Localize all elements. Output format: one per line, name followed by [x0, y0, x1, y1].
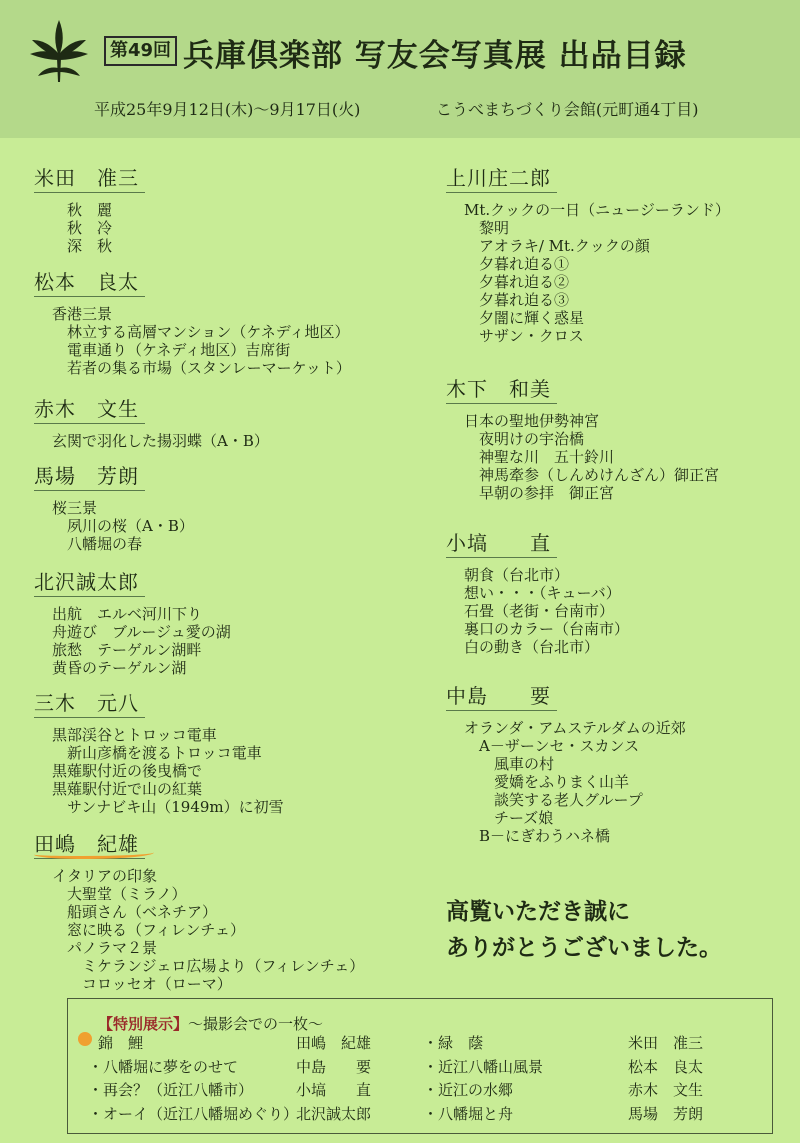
work-title: 石畳（老街・台南市）: [464, 602, 615, 620]
work-title: 神馬牽参（しんめけんざん）御正宮: [479, 466, 720, 484]
author-block: [34, 393, 269, 450]
author-name: 赤木 文生: [34, 397, 145, 424]
work-title: 桜三景: [52, 499, 98, 517]
work-title: 黒部渓谷とトロッコ電車: [52, 726, 217, 744]
work-title: 夕暮れ迫る①: [479, 255, 570, 273]
work-title: 玄関で羽化した揚羽蝶（A・B）: [52, 432, 269, 450]
special-author-name: 馬場 芳朗: [628, 1105, 704, 1123]
work-title: 神聖な川 五十鈴川: [479, 448, 615, 466]
work-list: [34, 499, 194, 553]
special-author-name: 小塙 直: [296, 1081, 372, 1099]
work-list: [34, 605, 231, 677]
author-block: [446, 373, 719, 502]
author-block: [34, 266, 351, 377]
work-title: 夙川の桜（A・B）: [67, 517, 194, 535]
work-title: ミケランジェロ広場より（フィレンチェ）: [82, 957, 365, 975]
work-title: 夜明けの宇治橋: [479, 430, 585, 448]
work-title: Mt.クックの一日（ニュージーランド）: [464, 201, 730, 219]
work-title: 香港三景: [52, 305, 113, 323]
work-title: オランダ・アムステルダムの近郊: [464, 719, 686, 737]
author-name: 北沢誠太郎: [34, 570, 145, 597]
special-work-title: ・八幡堀に夢をのせて: [88, 1058, 239, 1076]
special-work-title: ・再会？（近江八幡市）: [88, 1081, 254, 1099]
author-block: [34, 162, 145, 255]
work-title: A－ザーンセ・スカンス: [479, 737, 640, 755]
work-title: 出航 エルベ河川下り: [52, 605, 203, 623]
special-exhibit-box: [67, 998, 773, 1134]
special-author-name: 北沢誠太郎: [296, 1105, 372, 1123]
author-block: [446, 527, 629, 656]
work-list: [446, 719, 686, 845]
author-block: [34, 460, 194, 553]
work-title: アオラキ/ Mt.クックの顔: [479, 237, 650, 255]
work-title: 黒薙駅付近の後曳橋で: [52, 762, 203, 780]
work-list: [34, 305, 351, 377]
work-list: [446, 201, 730, 345]
work-title: サザン・クロス: [479, 327, 584, 345]
work-title: 秋 麗: [67, 201, 113, 219]
special-author-name: 赤木 文生: [628, 1081, 704, 1099]
work-list: [34, 867, 364, 993]
work-title: 林立する高層マンション（ケネディ地区）: [67, 323, 350, 341]
work-title: 旅愁 テーゲルン湖畔: [52, 641, 202, 659]
author-name: 米田 准三: [34, 166, 145, 193]
special-author-name: 松本 良太: [628, 1058, 704, 1076]
work-title: パノラマ２景: [67, 939, 158, 957]
page-title: 兵庫倶楽部 写友会写真展 出品目録: [183, 38, 687, 74]
work-title: 夕暮れ迫る②: [479, 273, 570, 291]
work-title: イタリアの印象: [52, 867, 158, 885]
author-name: 田嶋 紀雄: [34, 832, 145, 859]
work-title: 日本の聖地伊勢神宮: [464, 412, 600, 430]
highlight-dot-icon: [78, 1032, 92, 1046]
author-name: 馬場 芳朗: [34, 464, 145, 491]
special-work-title: ・オーイ（近江八幡堀めぐり）: [88, 1105, 299, 1123]
edition-badge: 第49回: [104, 36, 177, 66]
author-block: [446, 680, 686, 845]
work-title: 黒薙駅付近で山の紅葉: [52, 780, 203, 798]
author-name: 松本 良太: [34, 270, 145, 297]
exhibition-venue: こうべまちづくり会館(元町通4丁目): [436, 100, 699, 119]
special-work-title: ・八幡堀と舟: [423, 1105, 514, 1123]
author-name: 小塙 直: [446, 531, 557, 558]
author-block: [446, 162, 730, 345]
work-title: 電車通り（ケネディ地区）吉席街: [67, 341, 291, 359]
work-title: 黄昏のテーゲルン湖: [52, 659, 187, 677]
work-title: 新山彦橋を渡るトロッコ電車: [67, 744, 262, 762]
work-title: 大聖堂（ミラノ）: [67, 885, 187, 903]
thanks-message: [446, 894, 722, 966]
work-list: [34, 726, 284, 816]
work-title: 舟遊び ブルージュ愛の湖: [52, 623, 231, 641]
work-list: [34, 201, 145, 255]
work-title: チーズ娘: [494, 809, 554, 827]
author-block: [34, 687, 284, 816]
work-title: 八幡堀の春: [67, 535, 143, 553]
special-work-title: ・緑 蔭: [423, 1034, 484, 1052]
special-work-title: ・近江八幡山風景: [423, 1058, 544, 1076]
special-work-title: 錦 鯉: [98, 1034, 144, 1052]
special-exhibit-subtitle: 〜撮影会での一枚〜: [188, 1015, 324, 1033]
work-title: 談笑する老人グループ: [494, 791, 643, 809]
work-title: 愛嬌をふりまく山羊: [494, 773, 630, 791]
work-title: 早朝の参拝 御正宮: [479, 484, 615, 502]
special-author-name: 中島 要: [296, 1058, 372, 1076]
work-title: 窓に映る（フィレンチェ）: [67, 921, 245, 939]
work-list: [446, 566, 629, 656]
work-title: 若者の集る市場（スタンレーマーケット）: [67, 359, 351, 377]
work-title: 船頭さん（ベネチア）: [67, 903, 218, 921]
header-band: [0, 0, 800, 138]
work-title: 夕闇に輝く惑星: [479, 309, 585, 327]
author-name: 中島 要: [446, 684, 557, 711]
author-name: 木下 和美: [446, 377, 557, 404]
work-title: 想い・・・（キューバ）: [464, 584, 621, 602]
thanks-line: 高覧いただき誠に: [446, 898, 630, 925]
work-title: サンナビキ山（1949m）に初雪: [67, 798, 284, 816]
work-title: 秋 冷: [67, 219, 113, 237]
special-author-name: 米田 准三: [628, 1034, 704, 1052]
work-title: 風車の村: [494, 755, 555, 773]
special-author-name: 田嶋 紀雄: [296, 1034, 372, 1052]
work-title: 黎明: [479, 219, 510, 237]
special-exhibit-label: 【特別展示】: [98, 1015, 189, 1033]
work-title: 夕暮れ迫る③: [479, 291, 570, 309]
work-list: [34, 432, 269, 450]
special-work-title: ・近江の水郷: [423, 1081, 514, 1099]
author-name: 上川庄二郎: [446, 166, 557, 193]
work-title: 深 秋: [67, 237, 113, 255]
author-name: 三木 元八: [34, 691, 145, 718]
thanks-line: ありがとうございました。: [446, 934, 722, 961]
club-emblem-icon: [28, 18, 90, 84]
work-title: 朝食（台北市）: [464, 566, 570, 584]
author-block: [34, 566, 231, 677]
work-list: [446, 412, 719, 502]
work-title: B－にぎわうハネ橋: [479, 827, 611, 845]
exhibition-dates: 平成25年9月12日(木)〜9月17日(火): [94, 100, 361, 119]
work-title: コロッセオ（ローマ）: [82, 975, 232, 993]
work-title: 裏口のカラー（台南市）: [464, 620, 630, 638]
work-title: 白の動き（台北市）: [464, 638, 600, 656]
special-exhibit-title: [98, 1013, 323, 1034]
